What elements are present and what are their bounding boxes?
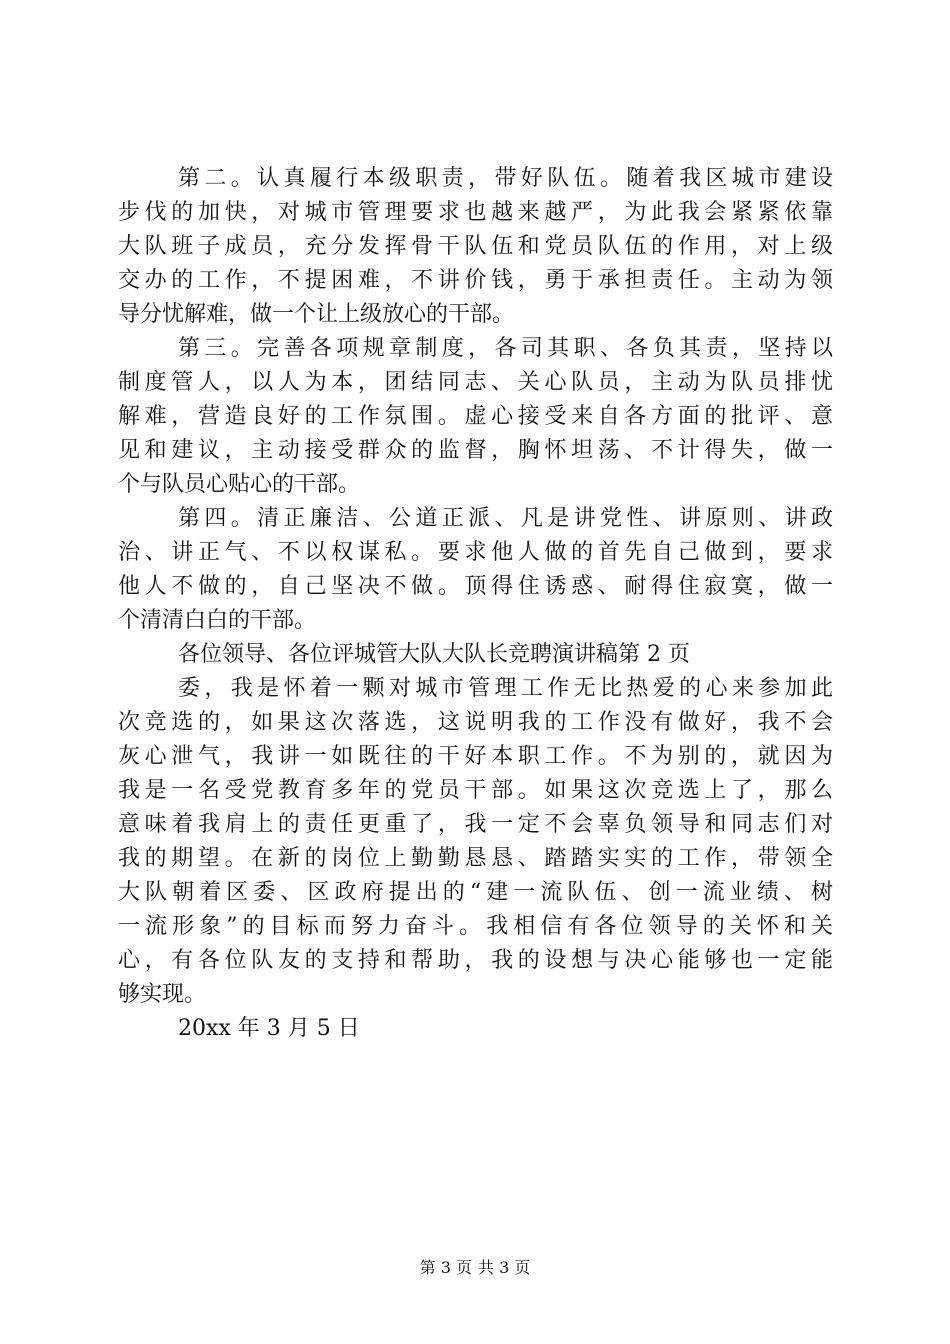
text-line: 我的期望。在新的岗位上勤勤恳恳、踏踏实实的工作，带领全 — [118, 846, 833, 871]
text-line: 导分忧解难，做一个让上级放心的干部。 — [118, 302, 515, 327]
text-line: 一流形象”的目标而努力奋斗。我相信有各位领导的关怀和关 — [118, 914, 833, 939]
text-line: 大队班子成员，充分发挥骨干队伍和党员队伍的作用，对上级 — [118, 234, 833, 259]
text-line: 大队朝着区委、区政府提出的“建一流队伍、创一流业绩、树 — [118, 880, 833, 905]
text-line: 个与队员心贴心的干部。 — [118, 472, 361, 497]
text-line: 次竞选的，如果这次落选，这说明我的工作没有做好，我不会 — [118, 710, 833, 735]
text-line: 见和建议，主动接受群众的监督，胸怀坦荡、不计得失，做一 — [118, 438, 833, 463]
text-line: 交办的工作，不提困难，不讲价钱，勇于承担责任。主动为领 — [118, 268, 833, 293]
text-line: 第二。认真履行本级职责，带好队伍。随着我区城市建设 — [178, 166, 833, 191]
text-line: 解难，营造良好的工作氛围。虚心接受来自各方面的批评、意 — [118, 404, 833, 429]
text-line: 制度管人，以人为本，团结同志、关心队员，主动为队员排忧 — [118, 370, 833, 395]
text-line: 治、讲正气、不以权谋私。要求他人做的首先自己做到，要求 — [118, 540, 833, 565]
text-line: 他人不做的，自己坚决不做。顶得住诱惑、耐得住寂寞，做一 — [118, 574, 833, 599]
page-number-total: 共 3 页 — [478, 1258, 531, 1277]
page-footer — [0, 1258, 950, 1278]
text-line: 够实现。 — [118, 982, 207, 1007]
text-line: 我是一名受党教育多年的党员干部。如果这次竞选上了，那么 — [118, 778, 833, 803]
document-body — [118, 162, 833, 1046]
text-line: 个清清白白的干部。 — [118, 608, 317, 633]
text-line: 心，有各位队友的支持和帮助，我的设想与决心能够也一定能 — [118, 948, 833, 973]
date-line: 20xx 年 3 月 5 日 — [178, 1016, 360, 1041]
text-line: 灰心泄气，我讲一如既往的干好本职工作。不为别的，就因为 — [118, 744, 833, 769]
text-line: 第三。完善各项规章制度，各司其职、各负其责，坚持以 — [178, 336, 833, 361]
text-line: 第四。清正廉洁、公道正派、凡是讲党性、讲原则、讲政 — [178, 506, 833, 531]
page-number-current: 第 3 页 — [419, 1258, 472, 1277]
text-line: 委，我是怀着一颗对城市管理工作无比热爱的心来参加此 — [178, 676, 833, 701]
text-line: 各位领导、各位评城管大队大队长竞聘演讲稿第 2 页 — [178, 642, 690, 667]
text-line: 意味着我肩上的责任更重了，我一定不会辜负领导和同志们对 — [118, 812, 833, 837]
text-line: 步伐的加快，对城市管理要求也越来越严，为此我会紧紧依靠 — [118, 200, 833, 225]
